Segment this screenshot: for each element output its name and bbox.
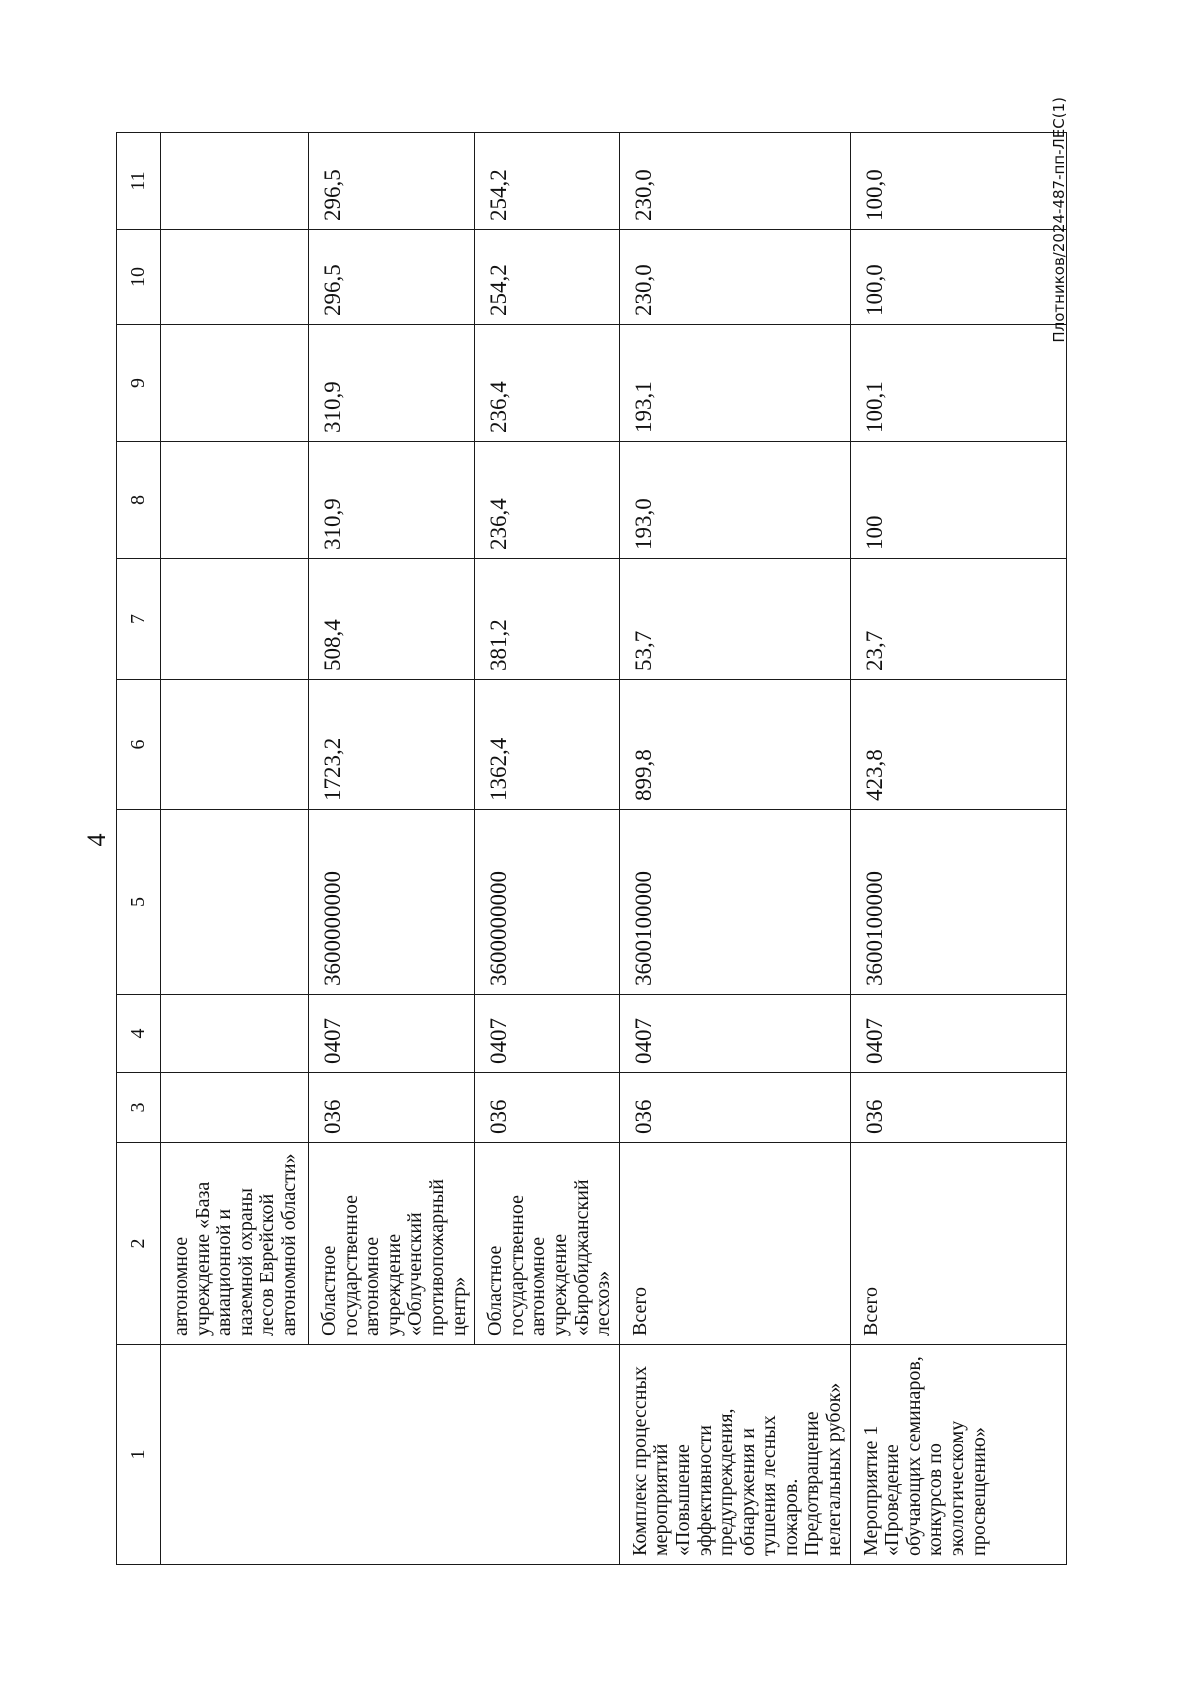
table-cell: 1723,2 (309, 680, 475, 810)
table-cell-executor: Всего (850, 1143, 1066, 1345)
table-cell: 230,0 (619, 230, 850, 325)
table-cell: 3600100000 (850, 810, 1066, 995)
table-cell: 100,0 (850, 230, 1066, 325)
table-cell: 53,7 (619, 559, 850, 680)
table-row (619, 133, 850, 1565)
table-cell: 296,5 (309, 133, 475, 230)
column-header: 9 (117, 325, 161, 442)
table-cell (161, 1073, 309, 1143)
table-cell: 193,0 (619, 442, 850, 559)
column-header: 6 (117, 680, 161, 810)
column-header: 5 (117, 810, 161, 995)
table-cell (161, 133, 309, 230)
table-cell: 423,8 (850, 680, 1066, 810)
table-cell-executor: автономное учреждение «База авиационной и наземной охраны лесов Еврейской автономной области» (161, 1143, 309, 1345)
table-cell (161, 559, 309, 680)
table-cell (161, 810, 309, 995)
table-cell: 193,1 (619, 325, 850, 442)
table-cell: 296,5 (309, 230, 475, 325)
table-cell: 254,2 (475, 133, 620, 230)
table-cell: 236,4 (475, 325, 620, 442)
table-cell: 899,8 (619, 680, 850, 810)
column-header: 2 (117, 1143, 161, 1345)
table-cell: 0407 (475, 995, 620, 1073)
table-cell: 230,0 (619, 133, 850, 230)
table-cell: 0407 (850, 995, 1066, 1073)
table-cell: 3600100000 (619, 810, 850, 995)
table-cell: 508,4 (309, 559, 475, 680)
column-header: 1 (117, 1345, 161, 1565)
table-cell (161, 442, 309, 559)
table-cell: 036 (309, 1073, 475, 1143)
table-cell-program: Мероприятие 1 «Проведение обучающих семинаров, конкурсов по экологическому просвещению» (850, 1345, 1066, 1565)
table-cell-executor: Областное государственное автономное учреждение «Биробиджанский лесхоз» (475, 1143, 620, 1345)
table-cell: 100,1 (850, 325, 1066, 442)
table-cell: 381,2 (475, 559, 620, 680)
table-cell (161, 680, 309, 810)
table-cell: 3600000000 (309, 810, 475, 995)
column-header: 10 (117, 230, 161, 325)
table-cell: 3600000000 (475, 810, 620, 995)
table-cell (161, 230, 309, 325)
table-cell: 1362,4 (475, 680, 620, 810)
table-cell: 236,4 (475, 442, 620, 559)
table-cell: 310,9 (309, 442, 475, 559)
table-row (161, 133, 309, 1565)
table-cell: 0407 (309, 995, 475, 1073)
table-cell: 036 (850, 1073, 1066, 1143)
table-header-row (117, 133, 161, 1565)
table-cell: 254,2 (475, 230, 620, 325)
table-cell: 100 (850, 442, 1066, 559)
table-cell-executor: Всего (619, 1143, 850, 1345)
document-footer-code: Плотников/2024-487-пп-ЛЕС(1) (1050, 97, 1068, 343)
column-header: 11 (117, 133, 161, 230)
table-cell: 100,0 (850, 133, 1066, 230)
table-cell: 23,7 (850, 559, 1066, 680)
page-number: 4 (82, 833, 111, 847)
table-cell-program (161, 1345, 620, 1565)
table-cell (161, 995, 309, 1073)
column-header: 7 (117, 559, 161, 680)
table-cell: 036 (619, 1073, 850, 1143)
column-header: 8 (117, 442, 161, 559)
table-cell: 036 (475, 1073, 620, 1143)
column-header: 3 (117, 1073, 161, 1143)
table-cell (161, 325, 309, 442)
table-cell: 310,9 (309, 325, 475, 442)
table-cell-program: Комплекс процессных мероприятий «Повышение эффективности предупреждения, обнаружения и тушения лесных пожаров. Предотвращение нелегальных рубок» (619, 1345, 850, 1565)
budget-table (116, 132, 1067, 1565)
table-row (850, 133, 1066, 1565)
column-header: 4 (117, 995, 161, 1073)
table-cell-executor: Областное государственное автономное учреждение «Облученский противопожарный центр» (309, 1143, 475, 1345)
table-cell: 0407 (619, 995, 850, 1073)
